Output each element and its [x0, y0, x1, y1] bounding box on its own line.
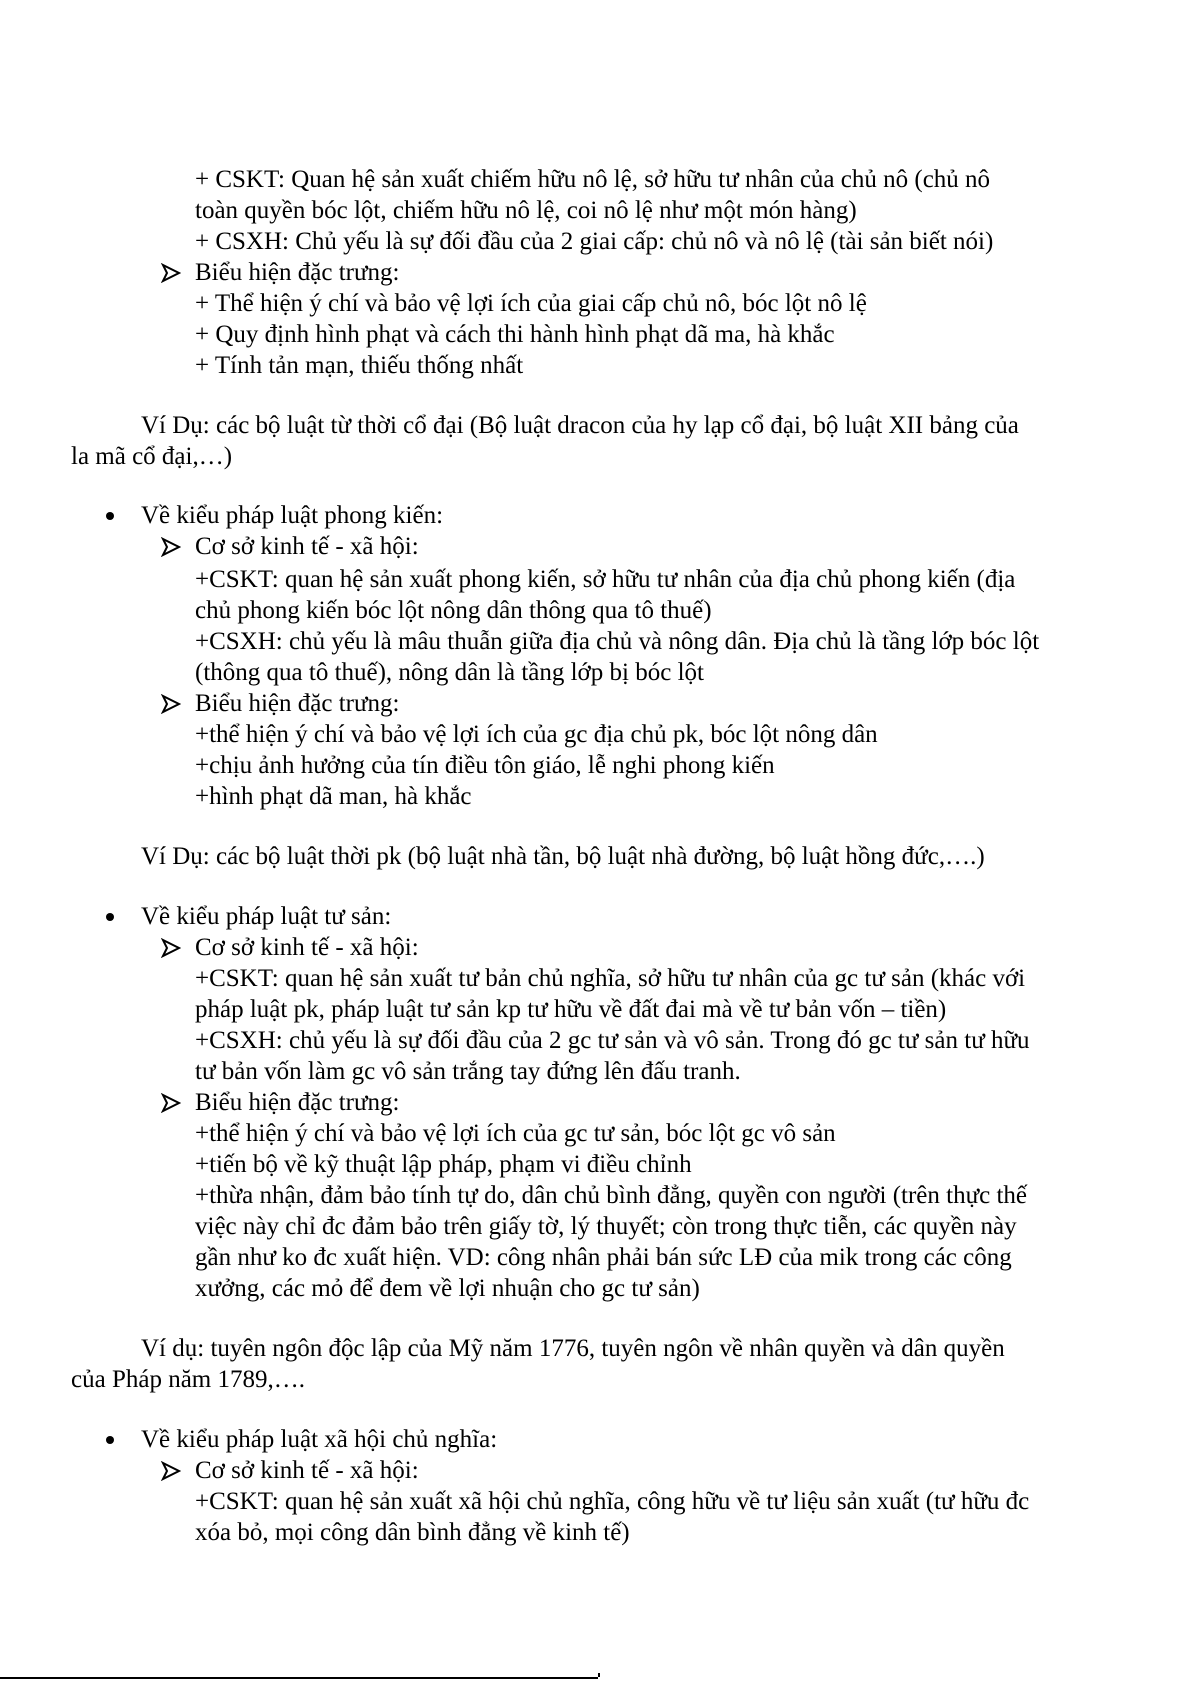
arrow-bullet-icon [161, 263, 181, 283]
slaveholding-cskt-line-1: + CSKT: Quan hệ sản xuất chiếm hữu nô lệ, sở hữu tư nhân của chủ nô (chủ nô [195, 166, 991, 193]
slaveholding-traits-heading: Biểu hiện đặc trưng: [195, 259, 400, 286]
bullet-dot-icon [106, 512, 114, 520]
footer-divider [0, 1677, 598, 1679]
feudal-heading: Về kiểu pháp luật phong kiến: [141, 502, 444, 529]
bourgeois-example-line-1: Ví dụ: tuyên ngôn độc lập của Mỹ năm 1776, tuyên ngôn về nhân quyền và dân quyền [141, 1335, 1005, 1362]
feudal-basis-heading: Cơ sở kinh tế - xã hội: [195, 533, 419, 560]
slaveholding-trait-3: + Tính tản mạn, thiếu thống nhất [195, 352, 524, 379]
arrow-bullet-icon [161, 938, 181, 958]
slaveholding-csxh-line: + CSXH: Chủ yếu là sự đối đầu của 2 giai cấp: chủ nô và nô lệ (tài sản biết nói) [195, 228, 994, 255]
feudal-basis-line-2: chủ phong kiến bóc lột nông dân thông qua tô thuế) [195, 597, 712, 624]
feudal-basis-line-1: +CSKT: quan hệ sản xuất phong kiến, sở hữu tư nhân của địa chủ phong kiến (địa [195, 566, 1016, 593]
socialist-basis-heading: Cơ sở kinh tế - xã hội: [195, 1457, 419, 1484]
bourgeois-trait-3-line-2: việc này chỉ đc đảm bảo trên giấy tờ, lý thuyết; còn trong thực tiễn, các quyền này [195, 1213, 1017, 1240]
bourgeois-heading: Về kiểu pháp luật tư sản: [141, 903, 392, 930]
feudal-traits-heading: Biểu hiện đặc trưng: [195, 690, 400, 717]
bourgeois-traits-heading: Biểu hiện đặc trưng: [195, 1089, 400, 1116]
feudal-trait-2: +chịu ảnh hưởng của tín điều tôn giáo, lễ nghi phong kiến [195, 752, 775, 779]
bourgeois-basis-line-4: tư bản vốn làm gc vô sản trắng tay đứng lên đấu tranh. [195, 1058, 741, 1085]
slaveholding-trait-2: + Quy định hình phạt và cách thi hành hình phạt dã ma, hà khắc [195, 321, 835, 348]
bourgeois-trait-1: +thể hiện ý chí và bảo vệ lợi ích của gc tư sản, bóc lột gc vô sản [195, 1120, 836, 1147]
bourgeois-basis-line-3: +CSXH: chủ yếu là sự đối đầu của 2 gc tư sản và vô sản. Trong đó gc tư sản tư hữu [195, 1027, 1030, 1054]
arrow-bullet-icon [161, 1461, 181, 1481]
socialist-basis-line-2: xóa bỏ, mọi công dân bình đẳng về kinh tế) [195, 1519, 630, 1546]
bourgeois-example-line-2: của Pháp năm 1789,…. [71, 1366, 305, 1393]
feudal-basis-line-3: +CSXH: chủ yếu là mâu thuẫn giữa địa chủ và nông dân. Địa chủ là tầng lớp bóc lột [195, 628, 1040, 655]
bourgeois-trait-3-line-1: +thừa nhận, đảm bảo tính tự do, dân chủ bình đẳng, quyền con người (trên thực thế [195, 1182, 1028, 1209]
bullet-dot-icon [106, 913, 114, 921]
arrow-bullet-icon [161, 694, 181, 714]
bullet-dot-icon [106, 1436, 114, 1444]
socialist-heading: Về kiểu pháp luật xã hội chủ nghĩa: [141, 1426, 498, 1453]
slaveholding-trait-1: + Thể hiện ý chí và bảo vệ lợi ích của giai cấp chủ nô, bóc lột nô lệ [195, 290, 867, 317]
socialist-basis-line-1: +CSKT: quan hệ sản xuất xã hội chủ nghĩa, công hữu về tư liệu sản xuất (tư hữu đc [195, 1488, 1030, 1515]
bourgeois-trait-3-line-3: gần như ko đc xuất hiện. VD: công nhân phải bán sức LĐ của mik trong các công [195, 1244, 1012, 1271]
bourgeois-basis-line-2: pháp luật pk, pháp luật tư sản kp tư hữu về đất đai mà về tư bản vốn – tiền) [195, 996, 947, 1023]
slaveholding-example-line-1: Ví Dụ: các bộ luật từ thời cổ đại (Bộ luật dracon của hy lạp cổ đại, bộ luật XII bảng của [141, 412, 1019, 439]
arrow-bullet-icon [161, 537, 181, 557]
feudal-example: Ví Dụ: các bộ luật thời pk (bộ luật nhà tần, bộ luật nhà đường, bộ luật hồng đức,….) [141, 843, 985, 870]
slaveholding-cskt-line-2: toàn quyền bóc lột, chiếm hữu nô lệ, coi nô lệ như một món hàng) [195, 197, 857, 224]
slaveholding-example-line-2: la mã cổ đại,…) [71, 443, 233, 470]
bourgeois-basis-line-1: +CSKT: quan hệ sản xuất tư bản chủ nghĩa, sở hữu tư nhân của gc tư sản (khác với [195, 965, 1026, 992]
arrow-bullet-icon [161, 1093, 181, 1113]
feudal-trait-1: +thể hiện ý chí và bảo vệ lợi ích của gc địa chủ pk, bóc lột nông dân [195, 721, 878, 748]
bourgeois-trait-2: +tiến bộ về kỹ thuật lập pháp, phạm vi điều chỉnh [195, 1151, 692, 1178]
footer-divider-tick [598, 1673, 600, 1677]
feudal-basis-line-4: (thông qua tô thuế), nông dân là tầng lớp bị bóc lột [195, 659, 704, 686]
bourgeois-basis-heading: Cơ sở kinh tế - xã hội: [195, 934, 419, 961]
feudal-trait-3: +hình phạt dã man, hà khắc [195, 783, 472, 810]
bourgeois-trait-3-line-4: xưởng, các mỏ để đem về lợi nhuận cho gc tư sản) [195, 1275, 700, 1302]
